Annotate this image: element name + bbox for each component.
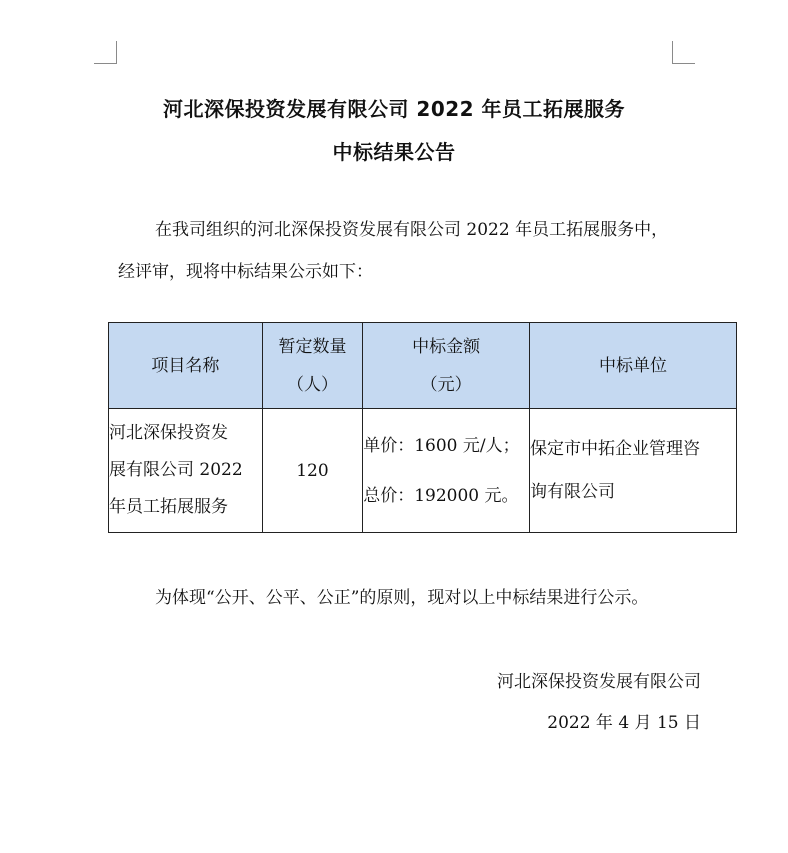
signature-company: 河北深保投资发展有限公司 [497,672,701,692]
header-winner-label: 中标单位 [598,355,667,376]
cell-amount [363,409,530,533]
bid-result-table [108,322,737,533]
page-corner-mark-top-right [672,41,695,64]
total-price: 总价：192000 元。 [363,485,519,506]
table-header-row [109,323,737,409]
unit-price: 单价：1600 元/人； [363,435,520,456]
header-project-name-label: 项目名称 [151,355,220,376]
header-amount-unit: （元） [420,374,472,395]
header-quantity-unit: （人） [286,374,338,395]
project-name-line: 展有限公司 2022 [109,460,243,480]
header-quantity [262,323,362,409]
header-project-name [109,323,263,409]
document-title-line-2: 中标结果公告 [332,140,456,164]
intro-paragraph-line-1: 在我司组织的河北深保投资发展有限公司 2022 年员工拓展服务中， [155,220,669,240]
header-quantity-label: 暂定数量 [278,336,347,357]
header-amount-label: 中标金额 [412,336,481,357]
page-corner-mark-top-left [94,41,117,64]
cell-quantity: 120 [262,409,362,533]
winner-name-line: 保定市中拓企业管理咨 [529,438,700,459]
project-name-line: 年员工拓展服务 [109,497,228,517]
cell-winner [529,409,736,533]
closing-paragraph: 为体现“公开、公平、公正”的原则，现对以上中标结果进行公示。 [155,588,649,608]
document-title-line-1: 河北深保投资发展有限公司 2022 年员工拓展服务 [162,97,626,121]
header-amount [363,323,530,409]
header-winner [529,323,736,409]
winner-name-line: 询有限公司 [529,481,615,502]
intro-paragraph-line-2: 经评审，现将中标结果公示如下： [118,262,373,282]
signature-date: 2022 年 4 月 15 日 [547,713,701,733]
project-name-line: 河北深保投资发 [109,423,228,443]
table-row [109,409,737,533]
cell-project-name [109,409,263,533]
